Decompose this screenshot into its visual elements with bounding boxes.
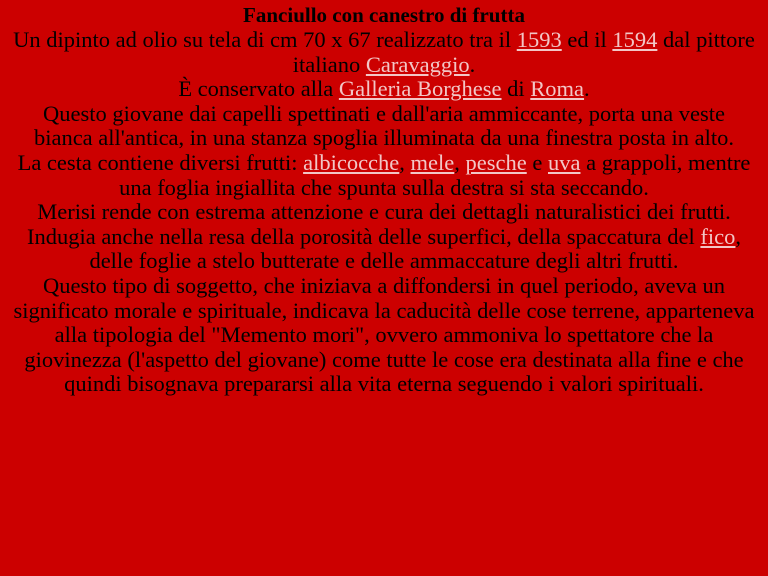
- text-segment: .: [584, 76, 590, 102]
- link-pesche[interactable]: pesche: [465, 149, 527, 175]
- text-segment: ed il: [561, 27, 613, 52]
- text-segment: .: [469, 51, 476, 77]
- link-mele[interactable]: mele: [410, 149, 455, 175]
- text-segment: Indugia anche nella resa della porosità delle superfici, della spaccatura del: [26, 223, 701, 249]
- link-1593[interactable]: 1593: [516, 27, 562, 52]
- paragraph-fruits: [12, 151, 756, 200]
- text-segment: La cesta contiene diversi frutti:: [17, 149, 304, 175]
- paragraph-naturalism: Merisi rende con estrema attenzione e cura dei dettagli naturalistici dei frutti.: [37, 199, 731, 225]
- article-body: [12, 28, 756, 397]
- link-1594[interactable]: 1594: [612, 27, 658, 52]
- link-albicocche[interactable]: albicocche: [303, 149, 400, 175]
- text-segment: di: [501, 76, 531, 102]
- page-title: Fanciullo con canestro di frutta: [243, 3, 525, 27]
- text-segment: ,: [454, 149, 466, 175]
- text-segment: a grappoli, mentre una foglia ingiallita che spunta sulla destra si sta seccando.: [119, 149, 751, 200]
- text-segment: È conservato alla: [178, 76, 339, 102]
- link-galleria-borghese[interactable]: Galleria Borghese: [338, 76, 502, 102]
- text-segment: e: [526, 149, 548, 175]
- paragraph-location: [12, 77, 756, 102]
- paragraph-meaning: Questo tipo di soggetto, che iniziava a diffondersi in quel periodo, aveva un significato morale e spirituale, indicava la caducità delle cose terrene, apparteneva alla tipologia del "Memento mori", ovvero ammoniva lo spettatore che la giovinezza (l'aspetto del giovane) come tutte le cose era destinata alla fine e che quindi bisognava prepararsi alla vita eterna seguendo i valori spirituali.: [13, 272, 755, 397]
- paragraph-details: [12, 225, 756, 274]
- text-segment: ,: [399, 149, 411, 175]
- link-roma[interactable]: Roma: [530, 76, 585, 102]
- text-segment: , delle foglie a stelo butterate e delle ammaccature degli altri frutti.: [89, 223, 742, 274]
- link-fico[interactable]: fico: [700, 223, 736, 249]
- text-segment: dal pittore italiano: [292, 27, 755, 77]
- link-caravaggio[interactable]: Caravaggio: [365, 51, 470, 77]
- text-segment: Un dipinto ad olio su tela di cm 70 x 67 realizzato tra il: [13, 27, 517, 52]
- paragraph-subject: Questo giovane dai capelli spettinati e dall'aria ammiccante, porta una veste bianca all'antica, in una stanza spoglia illuminata da una finestra posta in alto.: [33, 100, 735, 151]
- paragraph-description: [12, 28, 756, 77]
- link-uva[interactable]: uva: [547, 149, 581, 175]
